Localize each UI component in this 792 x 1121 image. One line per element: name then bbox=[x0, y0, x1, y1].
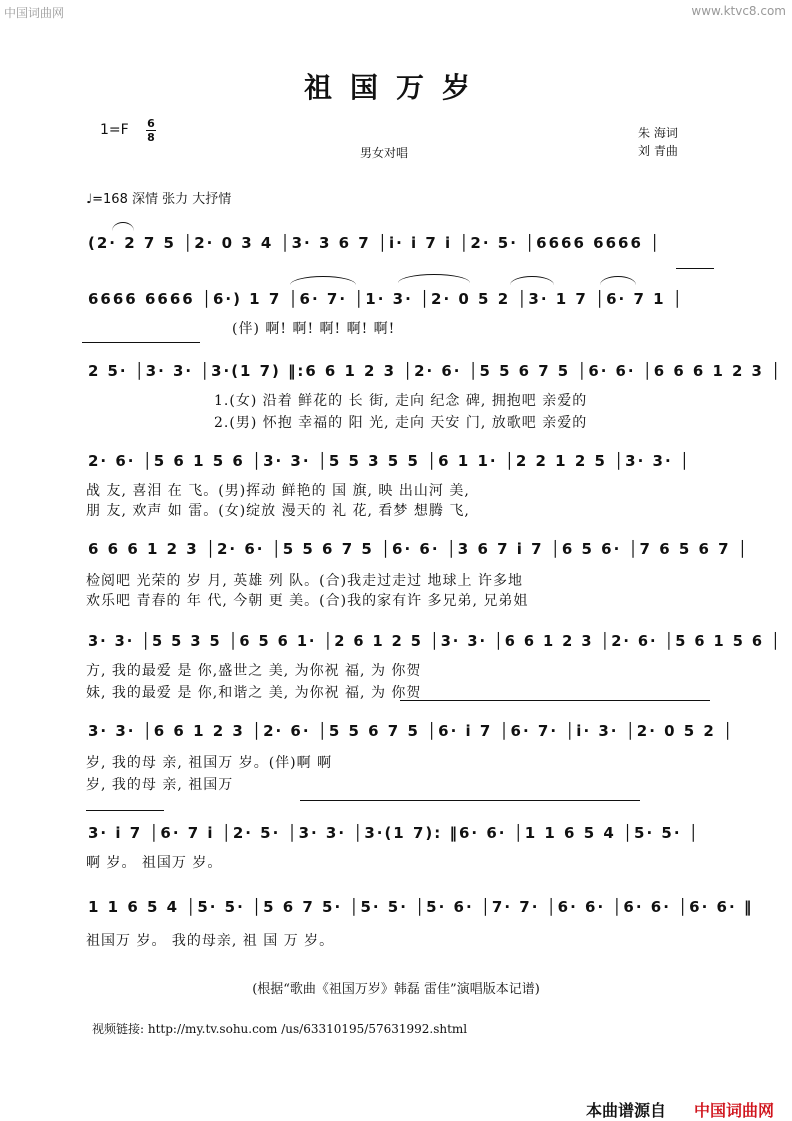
slur-mark bbox=[398, 274, 470, 283]
staff-notes: 6 6 6 1 2 3 │2· 6· │5 5 6 7 5 │6· 6· │3 6 7 i 7 │6 5 6· │7 6 5 6 7 │ bbox=[88, 540, 749, 558]
slur-mark bbox=[510, 276, 554, 285]
volta-line bbox=[400, 700, 710, 701]
song-title: 祖国万岁 bbox=[303, 71, 488, 104]
lyric-line: 岁, 我的母 亲, 祖国万 岁。(伴)啊 啊 bbox=[86, 755, 333, 771]
slur-mark bbox=[600, 276, 636, 285]
staff-notes: 2· 6· │5 6 1 5 6 │3· 3· │5 5 3 5 5 │6 1 1· │2 2 1 2 5 │3· 3· │ bbox=[88, 452, 691, 470]
transcription-note: (根据“歌曲《祖国万岁》韩磊 雷佳”演唱版本记谱) bbox=[252, 982, 540, 997]
tempo-marking: ♩=168 深情 张力 大抒情 bbox=[86, 192, 232, 207]
lyric-line: 欢乐吧 青春的 年 代, 今朝 更 美。(合)我的家有许 多兄弟, 兄弟姐 bbox=[86, 593, 529, 609]
staff-notes: 3· 3· │5 5 3 5 │6 5 6 1· │2 6 1 2 5 │3· 3· │6 6 1 2 3 │2· 6· │5 6 1 5 6 │ bbox=[88, 632, 782, 650]
staff-notes: 3· i 7 │6· 7 i │2· 5· │3· 3· │3·(1 7): ‖6· 6· │1 1 6 5 4 │5· 5· │ bbox=[88, 824, 700, 842]
video-link-url[interactable]: http://my.tv.sohu.com /us/63310195/57631992.shtml bbox=[147, 1022, 468, 1036]
volta-line bbox=[300, 800, 640, 801]
time-signature bbox=[146, 118, 156, 143]
video-link-label: 视频链接: bbox=[92, 1022, 145, 1036]
key-signature: 1=F bbox=[100, 122, 129, 138]
lyric-line: 朋 友, 欢声 如 雷。(女)绽放 漫天的 礼 花, 看梦 想腾 飞, bbox=[86, 503, 470, 519]
source-label: 本曲谱源自 bbox=[586, 1101, 667, 1120]
volta-line bbox=[86, 810, 164, 811]
composer-credit: 刘 青曲 bbox=[638, 144, 678, 158]
lyric-line: 方, 我的最爱 是 你,盛世之 美, 为你祝 福, 为 你贺 bbox=[86, 663, 422, 679]
lyric-line: 2.(男) 怀抱 幸福的 阳 光, 走向 天安 门, 放歌吧 亲爱的 bbox=[214, 415, 588, 431]
volta-line bbox=[82, 342, 200, 343]
lyric-line: (伴) 啊! 啊! 啊! 啊! 啊! bbox=[232, 321, 396, 337]
video-link[interactable] bbox=[92, 1020, 467, 1037]
lyric-line: 岁, 我的母 亲, 祖国万 bbox=[86, 777, 234, 793]
meter-bottom: 8 bbox=[147, 131, 155, 144]
staff-notes: 2 5· │3· 3· │3·(1 7) ‖:6 6 1 2 3 │2· 6· │5 5 6 7 5 │6· 6· │6 6 6 1 2 3 │ bbox=[88, 362, 783, 380]
staff-notes: (2· 2 7 5 │2· 0 3 4 │3· 3 6 7 │i· i 7 i │2· 5· │6666 6666 │ bbox=[88, 234, 662, 252]
watermark-left: 中国词曲网 bbox=[4, 6, 65, 20]
lyric-line: 祖国万 岁。 我的母亲, 祖 国 万 岁。 bbox=[86, 933, 335, 949]
source-site-logo[interactable]: 中国词曲网 bbox=[694, 1101, 775, 1120]
staff-notes: 3· 3· │6 6 1 2 3 │2· 6· │5 5 6 7 5 │6· i 7 │6· 7· │i· 3· │2· 0 5 2 │ bbox=[88, 722, 735, 740]
staff-notes: 6666 6666 │6·) 1 7 │6· 7· │1· 3· │2· 0 5 2 │3· 1 7 │6· 7 1 │ bbox=[88, 290, 684, 308]
meter-top: 6 bbox=[147, 117, 155, 130]
lyric-line: 检阅吧 光荣的 岁 月, 英雄 列 队。(合)我走过走过 地球上 许多地 bbox=[86, 573, 523, 589]
watermark-right: www.ktvc8.com bbox=[691, 4, 786, 18]
lyric-line: 啊 岁。 祖国万 岁。 bbox=[86, 855, 223, 871]
slur-mark bbox=[290, 276, 356, 285]
lyric-line: 战 友, 喜泪 在 飞。(男)挥动 鲜艳的 国 旗, 映 出山河 美, bbox=[86, 483, 470, 499]
staff-notes: 1 1 6 5 4 │5· 5· │5 6 7 5· │5· 5· │5· 6· │7· 7· │6· 6· │6· 6· │6· 6· ‖ bbox=[88, 898, 754, 916]
lyric-line: 妹, 我的最爱 是 你,和谐之 美, 为你祝 福, 为 你贺 bbox=[86, 685, 422, 701]
lyric-line: 1.(女) 沿着 鲜花的 长 街, 走向 纪念 碑, 拥抱吧 亲爱的 bbox=[214, 393, 588, 409]
performance-type: 男女对唱 bbox=[360, 146, 409, 160]
slur-mark bbox=[112, 222, 134, 231]
volta-line bbox=[676, 268, 714, 269]
lyricist-credit: 朱 海词 bbox=[638, 126, 678, 140]
